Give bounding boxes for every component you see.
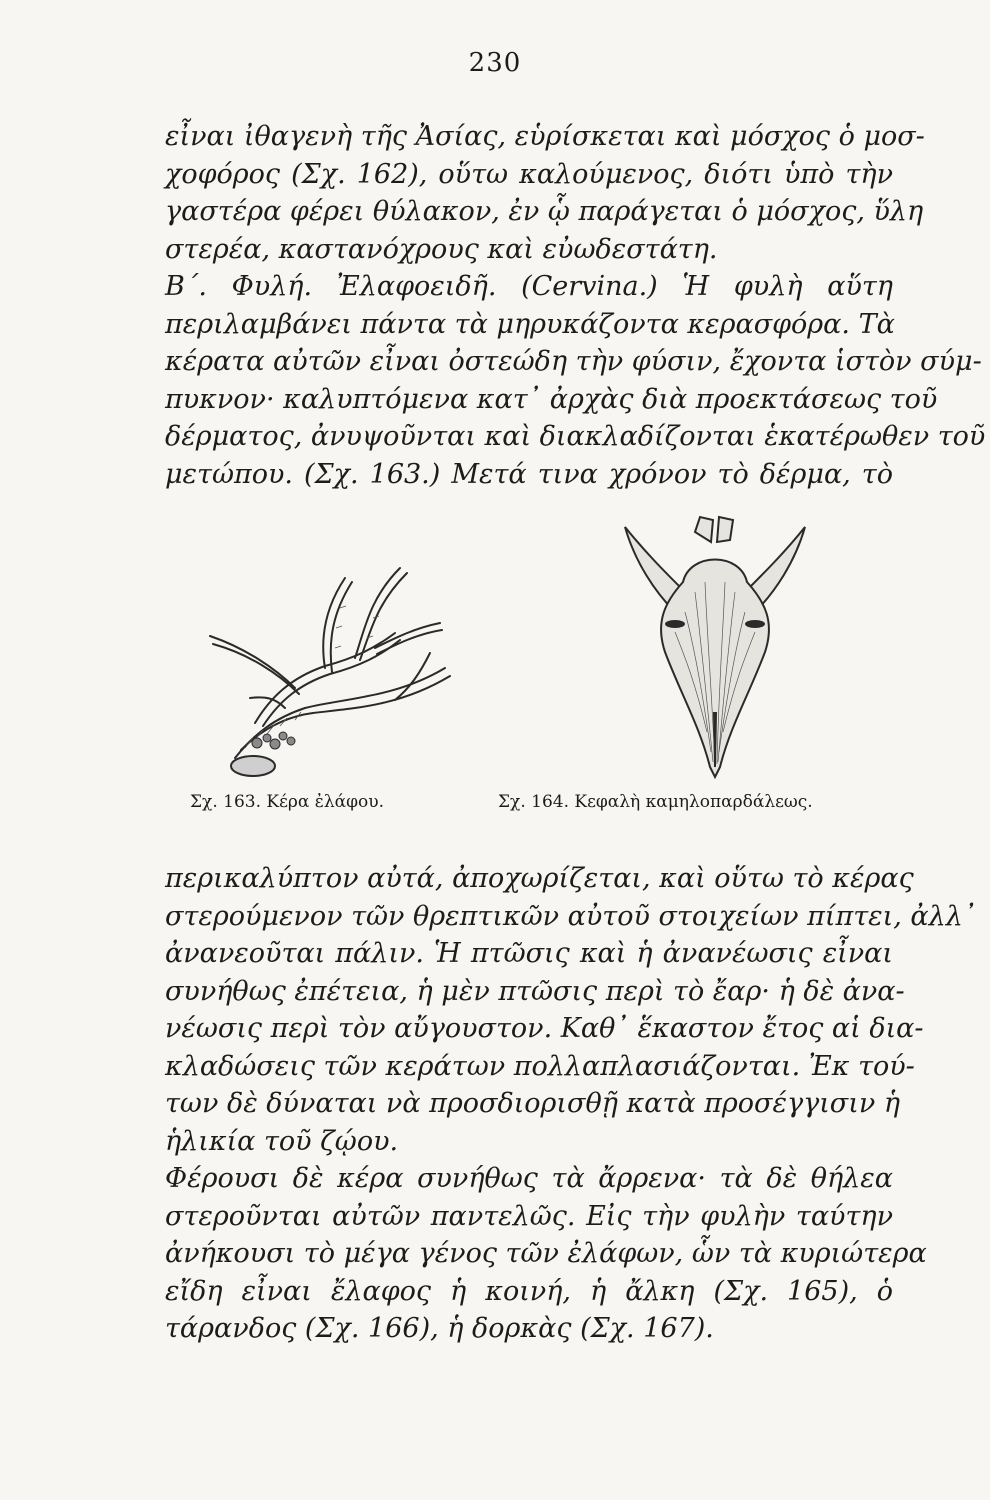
text-line: περικαλύπτον αὐτά, ἀποχωρίζεται, καὶ οὕτω τὸ κέρας [165,863,914,894]
text-line: στερούμενον τῶν θρεπτικῶν αὐτοῦ στοιχείων πίπτει, ἀλλ᾽ [165,900,977,932]
text-line: τάρανδος (Σχ. 166), ἡ δορκὰς (Σχ. 167). [165,1313,714,1344]
antler-illustration [195,548,460,778]
text-line: χοφόρος (Σχ. 162), οὕτω καλούμενος, διότι ὑπὸ τὴν [165,158,893,190]
text-line: των δὲ δύναται νὰ προσδιορισθῇ κατὰ προσέγγισιν ἡ [165,1088,900,1119]
text-line: νέωσις περὶ τὸν αὔγουστον. Καθ᾽ ἕκαστον ἔτος αἱ δια- [165,1013,924,1044]
text-line: ἀνήκουσι τὸ μέγα γένος τῶν ἐλάφων, ὧν τὰ κυριώτερα [165,1238,927,1269]
text-line: κέρατα αὐτῶν εἶναι ὀστεώδη τὴν φύσιν, ἔχοντα ἱστὸν σύμ- [165,346,982,377]
text-line: πυκνον· καλυπτόμενα κατ᾽ ἀρχὰς διὰ προεκτάσεως τοῦ [165,383,938,415]
text-line: κλαδώσεις τῶν κεράτων πολλαπλασιάζονται. Ἐκ τού- [165,1050,915,1082]
text-line: στερέα, καστανόχρους καὶ εὐωδεστάτη. [165,233,718,265]
page-number: 230 [468,48,522,78]
text-line: γαστέρα φέρει θύλακον, ἐν ᾧ παράγεται ὁ μόσχος, ὕλη [165,196,924,227]
text-line: στεροῦνται αὐτῶν παντελῶς. Εἰς τὴν φυλὴν ταύτην [165,1200,893,1232]
text-line: περιλαμβάνει πάντα τὰ μηρυκάζοντα κερασφόρα. Τὰ [165,308,895,340]
text-line: εἶναι ἰθαγενὴ τῆς Ἀσίας, εὑρίσκεται καὶ μόσχος ὁ μοσ- [165,121,925,152]
giraffe-head-illustration [615,512,815,780]
text-line: συνήθως ἐπέτεια, ἡ μὲν πτῶσις περὶ τὸ ἔαρ· ἡ δὲ ἀνα- [165,975,905,1007]
paragraph-top [165,118,986,493]
text-line: εἴδη εἶναι ἔλαφος ἡ κοινή, ἡ ἄλκη (Σχ. 165), ὁ [165,1275,893,1307]
paragraph-mid [165,860,977,1160]
figure-164-caption: Σχ. 164. Κεφαλὴ καμηλοπαρδάλεως. [498,792,813,812]
text-line: ἡλικία τοῦ ζῴου. [165,1125,399,1157]
figure-163-caption: Σχ. 163. Κέρα ἐλάφου. [190,792,385,812]
paragraph-bottom [165,1160,927,1348]
text-line: μετώπου. (Σχ. 163.) Μετά τινα χρόνον τὸ δέρμα, τὸ [165,458,893,490]
text-line: δέρματος, ἀνυψοῦνται καὶ διακλαδίζονται ἑκατέρωθεν τοῦ [165,421,986,452]
text-line: Β΄. Φυλή. Ἐλαφοειδῆ. (Cervina.) Ἡ φυλὴ αὕτη [165,271,893,302]
text-line: Φέρουσι δὲ κέρα συνήθως τὰ ἄρρενα· τὰ δὲ θήλεα [165,1163,893,1194]
text-line: ἀνανεοῦται πάλιν. Ἡ πτῶσις καὶ ἡ ἀνανέωσις εἶναι [165,938,893,969]
